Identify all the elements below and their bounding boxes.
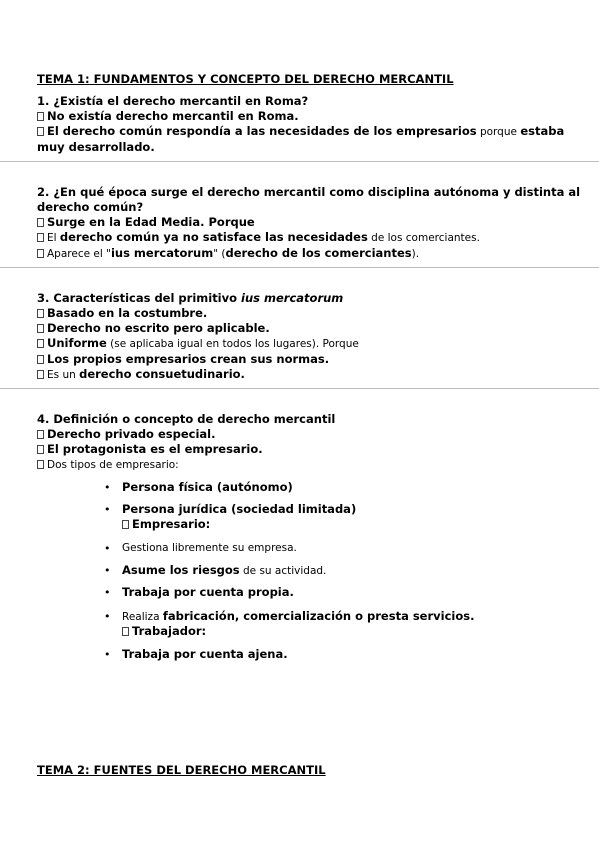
question-3-italic: ius mercatorum: [241, 291, 344, 305]
question-1-block: [37, 94, 572, 155]
answer-text: Derecho privado especial.: [47, 427, 216, 441]
checkbox-icon: [37, 430, 44, 439]
answer-text: derecho común ya no satisface las necesidades: [59, 230, 368, 244]
bullet-text: Trabaja por cuenta ajena.: [122, 647, 288, 661]
question-2-title-cont: derecho común?: [37, 200, 144, 214]
answer-line: [37, 336, 572, 352]
tema1-heading: TEMA 1: FUNDAMENTOS Y CONCEPTO DEL DERECHO MERCANTIL: [37, 72, 454, 86]
bullet-icon: •: [104, 564, 111, 577]
answer-text: derecho consuetudinario.: [79, 367, 245, 381]
tema2-heading: TEMA 2: FUENTES DEL DERECHO MERCANTIL: [37, 763, 326, 777]
bullet-text-normal: Realiza: [122, 611, 163, 623]
checkbox-icon: [37, 127, 44, 136]
checkbox-icon: [37, 233, 44, 242]
answer-text: Aparece el ": [47, 248, 111, 260]
checkbox-icon: [37, 370, 44, 379]
answer-line: [37, 427, 572, 442]
answer-text: Los propios empresarios crean sus normas.: [47, 352, 330, 366]
question-3-title: [37, 291, 572, 306]
answer-line: [37, 124, 572, 140]
checkbox-icon: [37, 460, 44, 469]
bullet-text: Gestiona libremente su empresa.: [122, 542, 297, 554]
answer-line: [37, 321, 572, 336]
checkbox-icon: [37, 249, 44, 258]
bullet-text: [122, 609, 474, 625]
divider: [0, 161, 599, 162]
bullet-subline: [122, 517, 210, 532]
answer-line: [37, 442, 572, 457]
question-3-block: [37, 291, 572, 383]
answer-line: [37, 230, 572, 246]
checkbox-icon: [122, 627, 129, 636]
answer-line: [37, 367, 572, 383]
answer-line: [37, 109, 572, 124]
bullet-icon: •: [104, 481, 111, 494]
question-2-block: [37, 185, 581, 262]
bullet-subline-text: Empresario:: [132, 517, 211, 531]
answer-text: derecho de los comerciantes: [225, 246, 412, 260]
answer-text: Dos tipos de empresario:: [47, 459, 179, 471]
bullet-text-bold: Asume los riesgos: [122, 563, 240, 577]
bullet-icon: •: [104, 503, 111, 516]
bullet-icon: •: [104, 648, 111, 661]
answer-line: muy desarrollado.: [37, 140, 155, 154]
bullet-text: Trabaja por cuenta propia.: [122, 585, 294, 599]
bullet-icon: •: [104, 542, 111, 555]
answer-text: ).: [411, 248, 420, 260]
bullet-text-bold: fabricación, comercialización o presta servicios.: [162, 609, 475, 623]
answer-text: Derecho no escrito pero aplicable.: [47, 321, 270, 335]
checkbox-icon: [37, 339, 44, 348]
answer-text: No existía derecho mercantil en Roma.: [47, 109, 299, 123]
bullet-subline-text: Trabajador:: [132, 624, 207, 638]
divider: [0, 388, 599, 389]
answer-text: Basado en la costumbre.: [47, 306, 208, 320]
bullet-subline: [122, 624, 206, 639]
checkbox-icon: [37, 309, 44, 318]
answer-line: [37, 215, 572, 230]
checkbox-icon: [37, 355, 44, 364]
question-4-title: 4. Definición o concepto de derecho mercantil: [37, 412, 336, 426]
answer-text: Uniforme: [47, 336, 107, 350]
bullet-text: Persona física (autónomo): [122, 480, 293, 494]
checkbox-icon: [37, 112, 44, 121]
answer-text: estaba: [520, 124, 565, 138]
checkbox-icon: [122, 520, 129, 529]
question-2-title: 2. ¿En qué época surge el derecho mercantil como disciplina autónoma y distinta al: [37, 185, 581, 199]
answer-text: El: [47, 232, 60, 244]
answer-text: ius mercatorum: [110, 246, 214, 260]
bullet-icon: •: [104, 586, 111, 599]
question-3-text: 3. Características del primitivo: [37, 291, 242, 305]
checkbox-icon: [37, 324, 44, 333]
answer-text: El derecho común respondía a las necesidades de los empresarios: [47, 124, 477, 138]
answer-line: [37, 306, 572, 321]
answer-line: [37, 246, 572, 262]
checkbox-icon: [37, 445, 44, 454]
answer-text: Es un: [47, 369, 80, 381]
bullet-text: [122, 563, 326, 579]
checkbox-icon: [37, 218, 44, 227]
answer-text: de los comerciantes.: [367, 232, 480, 244]
divider: [0, 267, 599, 268]
answer-text: El protagonista es el empresario.: [47, 442, 263, 456]
question-4-block: [37, 412, 572, 473]
question-1-title: 1. ¿Existía el derecho mercantil en Roma?: [37, 94, 309, 108]
answer-line: [37, 457, 572, 473]
answer-text: (se aplicaba igual en todos los lugares). Porque: [106, 338, 359, 350]
bullet-text: Persona jurídica (sociedad limitada): [122, 502, 357, 516]
bullet-icon: •: [104, 610, 111, 623]
answer-text: Surge en la Edad Media. Porque: [47, 215, 255, 229]
answer-text: porque: [476, 126, 521, 138]
answer-line: [37, 352, 572, 367]
answer-text: " (: [213, 248, 226, 260]
bullet-text-normal: de su actividad.: [239, 565, 327, 577]
